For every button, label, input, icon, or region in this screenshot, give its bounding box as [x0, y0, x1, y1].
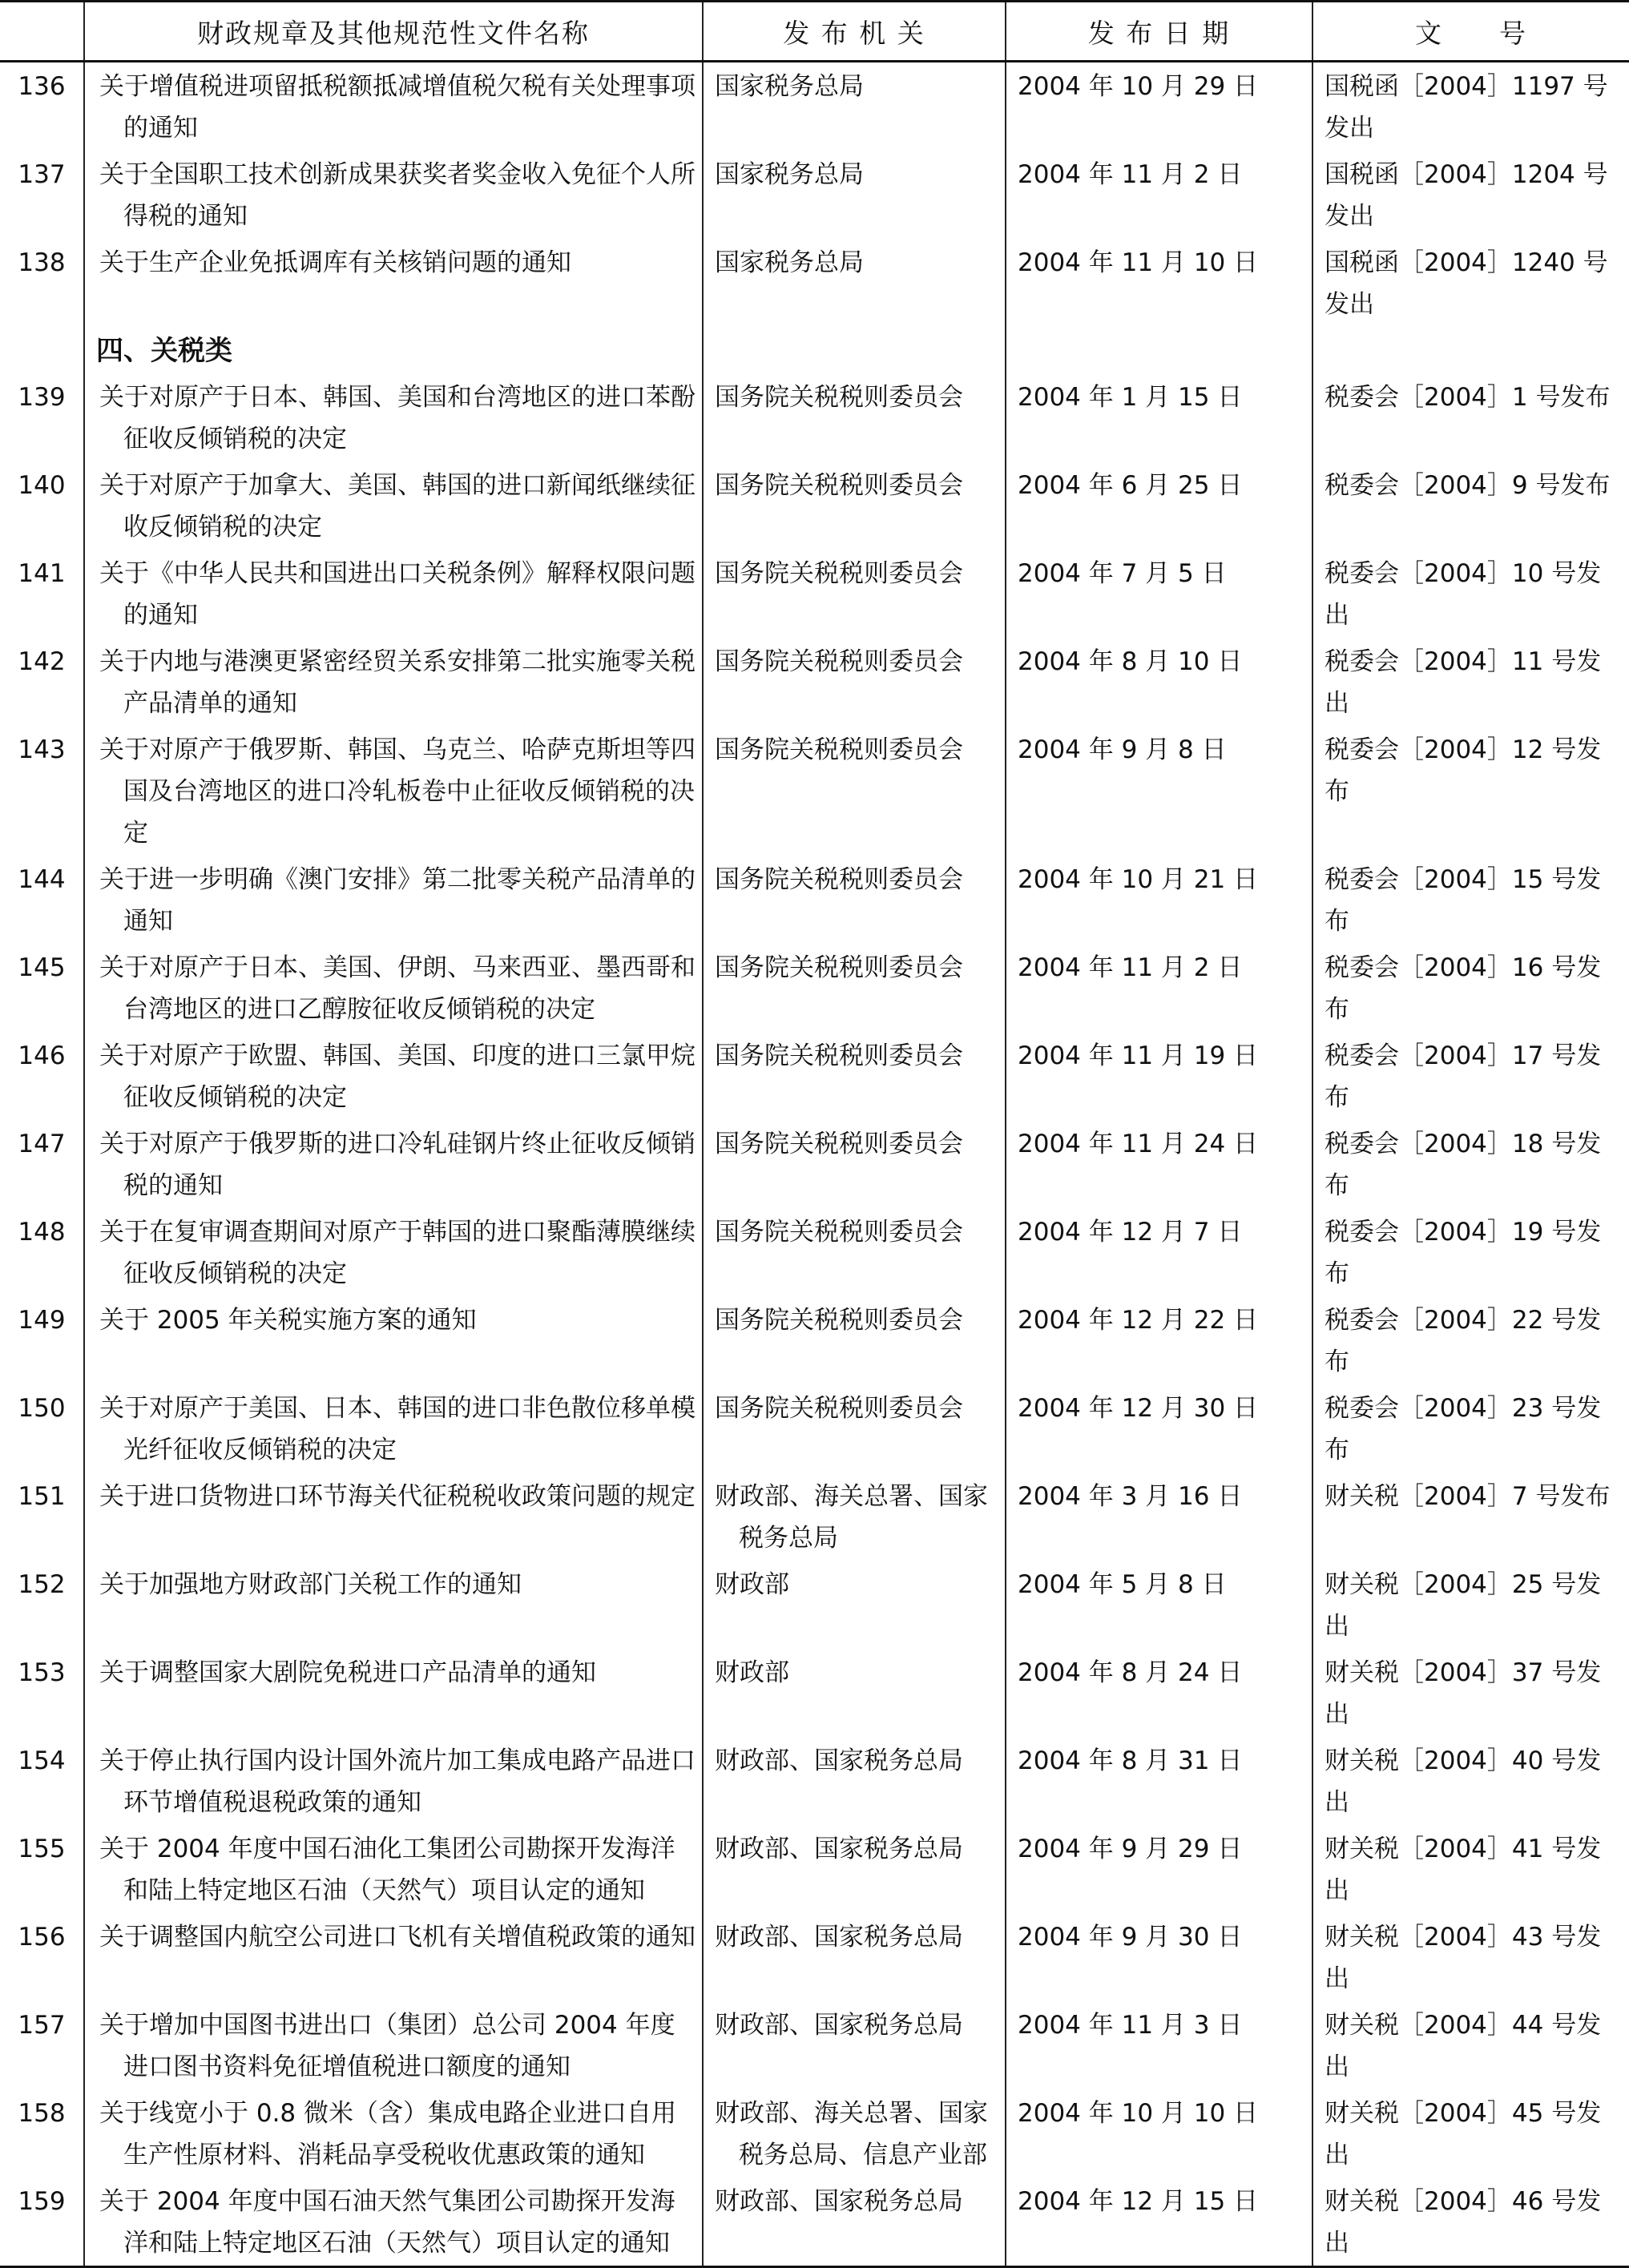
row-org: 财政部、国家税务总局	[703, 2177, 1006, 2267]
row-docno: 国税函［2004］1204 号发出	[1312, 151, 1629, 239]
row-docno: 税委会［2004］23 号发布	[1312, 1384, 1629, 1472]
row-date: 2004 年 6 月 25 日	[1006, 461, 1312, 550]
table-row	[0, 62, 1629, 151]
row-name-text: 关于《中华人民共和国进出口关税条例》解释权限问题的通知	[99, 559, 696, 630]
row-name-text: 关于停止执行国内设计国外流片加工集成电路产品进口环节增值税退税政策的通知	[99, 1746, 696, 1817]
row-date: 2004 年 10 月 21 日	[1006, 856, 1312, 944]
row-name	[84, 1120, 703, 1208]
row-org: 国务院关税税则委员会	[703, 1296, 1006, 1384]
row-number: 141	[18, 559, 66, 588]
row-number: 136	[18, 72, 66, 101]
row-docno: 税委会［2004］22 号发布	[1312, 1296, 1629, 1384]
row-date: 2004 年 11 月 19 日	[1006, 1032, 1312, 1120]
row-name-text: 关于进口货物进口环节海关代征税税收政策问题的规定	[99, 1482, 696, 1511]
row-name-text: 关于 2004 年度中国石油天然气集团公司勘探开发海洋和陆上特定地区石油（天然气）项目认定的通知	[99, 2187, 675, 2258]
table-row	[0, 1384, 1629, 1472]
row-org: 国务院关税税则委员会	[703, 944, 1006, 1032]
table-row	[0, 1032, 1629, 1120]
table-row	[0, 726, 1629, 856]
row-date: 2004 年 9 月 29 日	[1006, 1825, 1312, 1913]
row-name	[84, 944, 703, 1032]
row-name	[84, 1208, 703, 1296]
row-number: 159	[0, 2177, 84, 2267]
row-number: 157	[18, 2011, 66, 2040]
row-name-text: 关于 2005 年关税实施方案的通知	[99, 1306, 477, 1335]
row-number: 158	[18, 2099, 66, 2128]
row-number: 151	[18, 1482, 66, 1511]
row-number: 150	[18, 1394, 66, 1423]
row-name-text: 关于增加中国图书进出口（集团）总公司 2004 年度进口图书资料免征增值税进口额度的通知	[99, 2011, 675, 2081]
row-name-text: 关于对原产于欧盟、韩国、美国、印度的进口三氯甲烷征收反倾销税的决定	[99, 1041, 696, 1112]
row-docno: 财关税［2004］45 号发出	[1312, 2089, 1629, 2177]
table-row	[0, 1208, 1629, 1296]
table-row	[0, 461, 1629, 550]
table-row	[0, 1649, 1629, 1737]
row-date: 2004 年 11 月 24 日	[1006, 1120, 1312, 1208]
row-name-text: 关于对原产于加拿大、美国、韩国的进口新闻纸继续征收反倾销税的决定	[99, 471, 696, 542]
row-date: 2004 年 10 月 29 日	[1006, 62, 1312, 151]
row-name-text: 关于内地与港澳更紧密经贸关系安排第二批实施零关税产品清单的通知	[99, 647, 696, 718]
row-date: 2004 年 8 月 24 日	[1006, 1649, 1312, 1737]
row-name-text: 关于全国职工技术创新成果获奖者奖金收入免征个人所得税的通知	[99, 160, 696, 231]
row-name	[84, 1825, 703, 1913]
row-org: 财政部、国家税务总局	[703, 1737, 1006, 1825]
row-org: 财政部	[703, 1649, 1006, 1737]
row-docno: 财关税［2004］7 号发布	[1312, 1472, 1629, 1561]
row-org: 国务院关税税则委员会	[703, 1032, 1006, 1120]
row-docno: 财关税［2004］40 号发出	[1312, 1737, 1629, 1825]
row-number: 143	[18, 735, 66, 764]
table-row	[0, 638, 1629, 726]
row-number: 154	[18, 1746, 66, 1775]
row-docno: 税委会［2004］15 号发布	[1312, 856, 1629, 944]
row-name	[84, 856, 703, 944]
row-name	[84, 2177, 703, 2267]
row-name	[84, 638, 703, 726]
row-date: 2004 年 11 月 2 日	[1006, 151, 1312, 239]
table-body	[0, 62, 1629, 2267]
row-date: 2004 年 9 月 30 日	[1006, 1913, 1312, 2001]
row-org	[703, 327, 1006, 373]
row-org: 财政部、国家税务总局	[703, 1825, 1006, 1913]
row-docno: 财关税［2004］44 号发出	[1312, 2001, 1629, 2089]
row-name-text: 关于对原产于俄罗斯、韩国、乌克兰、哈萨克斯坦等四国及台湾地区的进口冷轧板卷中止征收反倾销税的决定	[99, 735, 696, 848]
row-name-text: 关于对原产于日本、美国、伊朗、马来西亚、墨西哥和台湾地区的进口乙醇胺征收反倾销税的决定	[99, 953, 696, 1024]
row-org	[703, 2089, 1006, 2177]
table-row	[0, 2177, 1629, 2267]
header-org: 发 布 机 关	[703, 2, 1006, 62]
row-org: 国务院关税税则委员会	[703, 461, 1006, 550]
row-name	[84, 726, 703, 856]
row-org: 国务院关税税则委员会	[703, 1384, 1006, 1472]
row-name-text: 关于进一步明确《澳门安排》第二批零关税产品清单的通知	[99, 865, 696, 936]
row-org: 国家税务总局	[703, 151, 1006, 239]
row-date: 2004 年 9 月 8 日	[1006, 726, 1312, 856]
table-row	[0, 1120, 1629, 1208]
row-number: 140	[18, 471, 66, 500]
row-name	[84, 1384, 703, 1472]
row-date: 2004 年 8 月 10 日	[1006, 638, 1312, 726]
row-org: 国家税务总局	[703, 239, 1006, 327]
table-row	[0, 550, 1629, 638]
row-name	[84, 2089, 703, 2177]
row-name-text: 关于对原产于俄罗斯的进口冷轧硅钢片终止征收反倾销税的通知	[99, 1130, 696, 1200]
row-date: 2004 年 5 月 8 日	[1006, 1561, 1312, 1649]
row-name	[84, 1561, 703, 1649]
row-date: 2004 年 10 月 10 日	[1006, 2089, 1312, 2177]
row-org-text: 财政部、海关总署、国家税务总局	[715, 1482, 988, 1553]
row-number: 145	[18, 953, 66, 982]
header-date: 发 布 日 期	[1006, 2, 1312, 62]
table-row	[0, 1472, 1629, 1561]
row-number: 142	[18, 647, 66, 676]
table-row	[0, 944, 1629, 1032]
row-name-text: 关于对原产于日本、韩国、美国和台湾地区的进口苯酚征收反倾销税的决定	[99, 383, 696, 453]
row-docno: 财关税［2004］41 号发出	[1312, 1825, 1629, 1913]
row-name-text: 关于线宽小于 0.8 微米（含）集成电路企业进口自用生产性原材料、消耗品享受税收优惠政策的通知	[99, 2099, 677, 2169]
row-date: 2004 年 11 月 2 日	[1006, 944, 1312, 1032]
table-row	[0, 856, 1629, 944]
row-date: 2004 年 1 月 15 日	[1006, 373, 1312, 461]
row-docno: 税委会［2004］12 号发布	[1312, 726, 1629, 856]
row-name-text: 关于对原产于美国、日本、韩国的进口非色散位移单模光纤征收反倾销税的决定	[99, 1394, 696, 1464]
row-docno: 税委会［2004］11 号发出	[1312, 638, 1629, 726]
row-org: 财政部、国家税务总局	[703, 2001, 1006, 2089]
row-docno: 财关税［2004］37 号发出	[1312, 1649, 1629, 1737]
row-number: 153	[18, 1658, 66, 1687]
row-number: 144	[18, 865, 66, 894]
row-number: 148	[18, 1218, 66, 1247]
row-number: 146	[18, 1041, 66, 1070]
row-date: 2004 年 12 月 22 日	[1006, 1296, 1312, 1384]
row-docno: 税委会［2004］10 号发出	[1312, 550, 1629, 638]
row-name-text: 关于在复审调查期间对原产于韩国的进口聚酯薄膜继续征收反倾销税的决定	[99, 1218, 696, 1288]
table-row	[0, 1737, 1629, 1825]
table-row	[0, 2001, 1629, 2089]
row-date: 2004 年 7 月 5 日	[1006, 550, 1312, 638]
row-name	[84, 1296, 703, 1384]
row-name	[84, 1737, 703, 1825]
header-number	[0, 2, 84, 62]
row-name	[84, 151, 703, 239]
row-name	[84, 1472, 703, 1561]
row-org: 国务院关税税则委员会	[703, 1120, 1006, 1208]
row-name	[84, 373, 703, 461]
row-docno: 国税函［2004］1197 号发出	[1312, 62, 1629, 151]
row-docno: 财关税［2004］25 号发出	[1312, 1561, 1629, 1649]
table-row	[0, 1913, 1629, 2001]
section-heading: 四、关税类	[84, 327, 703, 373]
row-org: 财政部	[703, 1561, 1006, 1649]
row-number: 155	[18, 1835, 66, 1863]
row-org: 财政部、国家税务总局	[703, 1913, 1006, 2001]
row-number: 156	[18, 1923, 66, 1952]
header-docno: 文 号	[1312, 2, 1629, 62]
row-docno: 税委会［2004］19 号发布	[1312, 1208, 1629, 1296]
row-number: 137	[18, 160, 66, 189]
row-date: 2004 年 11 月 10 日	[1006, 239, 1312, 327]
row-docno: 财关税［2004］43 号发出	[1312, 1913, 1629, 2001]
table-row	[0, 239, 1629, 327]
header-name: 财政规章及其他规范性文件名称	[84, 2, 703, 62]
row-org: 国家税务总局	[703, 62, 1006, 151]
row-name-text: 关于调整国内航空公司进口飞机有关增值税政策的通知	[99, 1923, 696, 1952]
row-name-text: 关于增值税进项留抵税额抵减增值税欠税有关处理事项的通知	[99, 72, 696, 143]
table-row	[0, 1561, 1629, 1649]
row-org: 国务院关税税则委员会	[703, 726, 1006, 856]
row-docno: 税委会［2004］16 号发布	[1312, 944, 1629, 1032]
table-header	[0, 2, 1629, 62]
table-row	[0, 151, 1629, 239]
row-org: 国务院关税税则委员会	[703, 1208, 1006, 1296]
row-date: 2004 年 12 月 15 日	[1006, 2177, 1312, 2267]
row-docno: 税委会［2004］18 号发布	[1312, 1120, 1629, 1208]
row-number: 152	[18, 1570, 66, 1599]
row-name-text: 关于生产企业免抵调库有关核销问题的通知	[99, 248, 571, 277]
row-org: 国务院关税税则委员会	[703, 373, 1006, 461]
row-docno	[1312, 327, 1629, 373]
row-docno: 税委会［2004］17 号发布	[1312, 1032, 1629, 1120]
row-org: 国务院关税税则委员会	[703, 638, 1006, 726]
row-name	[84, 1649, 703, 1737]
row-name	[84, 461, 703, 550]
row-number	[0, 327, 84, 373]
row-name	[84, 239, 703, 327]
row-org	[703, 1472, 1006, 1561]
row-docno: 税委会［2004］9 号发布	[1312, 461, 1629, 550]
row-date: 2004 年 12 月 30 日	[1006, 1384, 1312, 1472]
row-docno: 国税函［2004］1240 号发出	[1312, 239, 1629, 327]
row-number: 139	[18, 383, 66, 412]
row-org-text: 财政部、海关总署、国家税务总局、信息产业部	[715, 2099, 988, 2169]
row-date: 2004 年 3 月 16 日	[1006, 1472, 1312, 1561]
row-name-text: 关于加强地方财政部门关税工作的通知	[99, 1570, 522, 1599]
row-date	[1006, 327, 1312, 373]
table-row	[0, 1825, 1629, 1913]
row-number: 138	[18, 248, 66, 277]
row-name	[84, 1032, 703, 1120]
row-date: 2004 年 11 月 3 日	[1006, 2001, 1312, 2089]
row-name-text: 关于调整国家大剧院免税进口产品清单的通知	[99, 1658, 596, 1687]
row-name	[84, 62, 703, 151]
row-number: 149	[18, 1306, 66, 1335]
row-docno: 财关税［2004］46 号发出	[1312, 2177, 1629, 2267]
row-name-text: 关于 2004 年度中国石油化工集团公司勘探开发海洋和陆上特定地区石油（天然气）项目认定的通知	[99, 1835, 675, 1905]
row-docno: 税委会［2004］1 号发布	[1312, 373, 1629, 461]
row-org: 国务院关税税则委员会	[703, 550, 1006, 638]
row-number: 147	[18, 1130, 66, 1158]
table-row	[0, 373, 1629, 461]
row-name	[84, 550, 703, 638]
section-row	[0, 327, 1629, 373]
row-date: 2004 年 12 月 7 日	[1006, 1208, 1312, 1296]
table-row	[0, 1296, 1629, 1384]
row-name	[84, 1913, 703, 2001]
row-org: 国务院关税税则委员会	[703, 856, 1006, 944]
table-row	[0, 2089, 1629, 2177]
row-date: 2004 年 8 月 31 日	[1006, 1737, 1312, 1825]
row-name	[84, 2001, 703, 2089]
